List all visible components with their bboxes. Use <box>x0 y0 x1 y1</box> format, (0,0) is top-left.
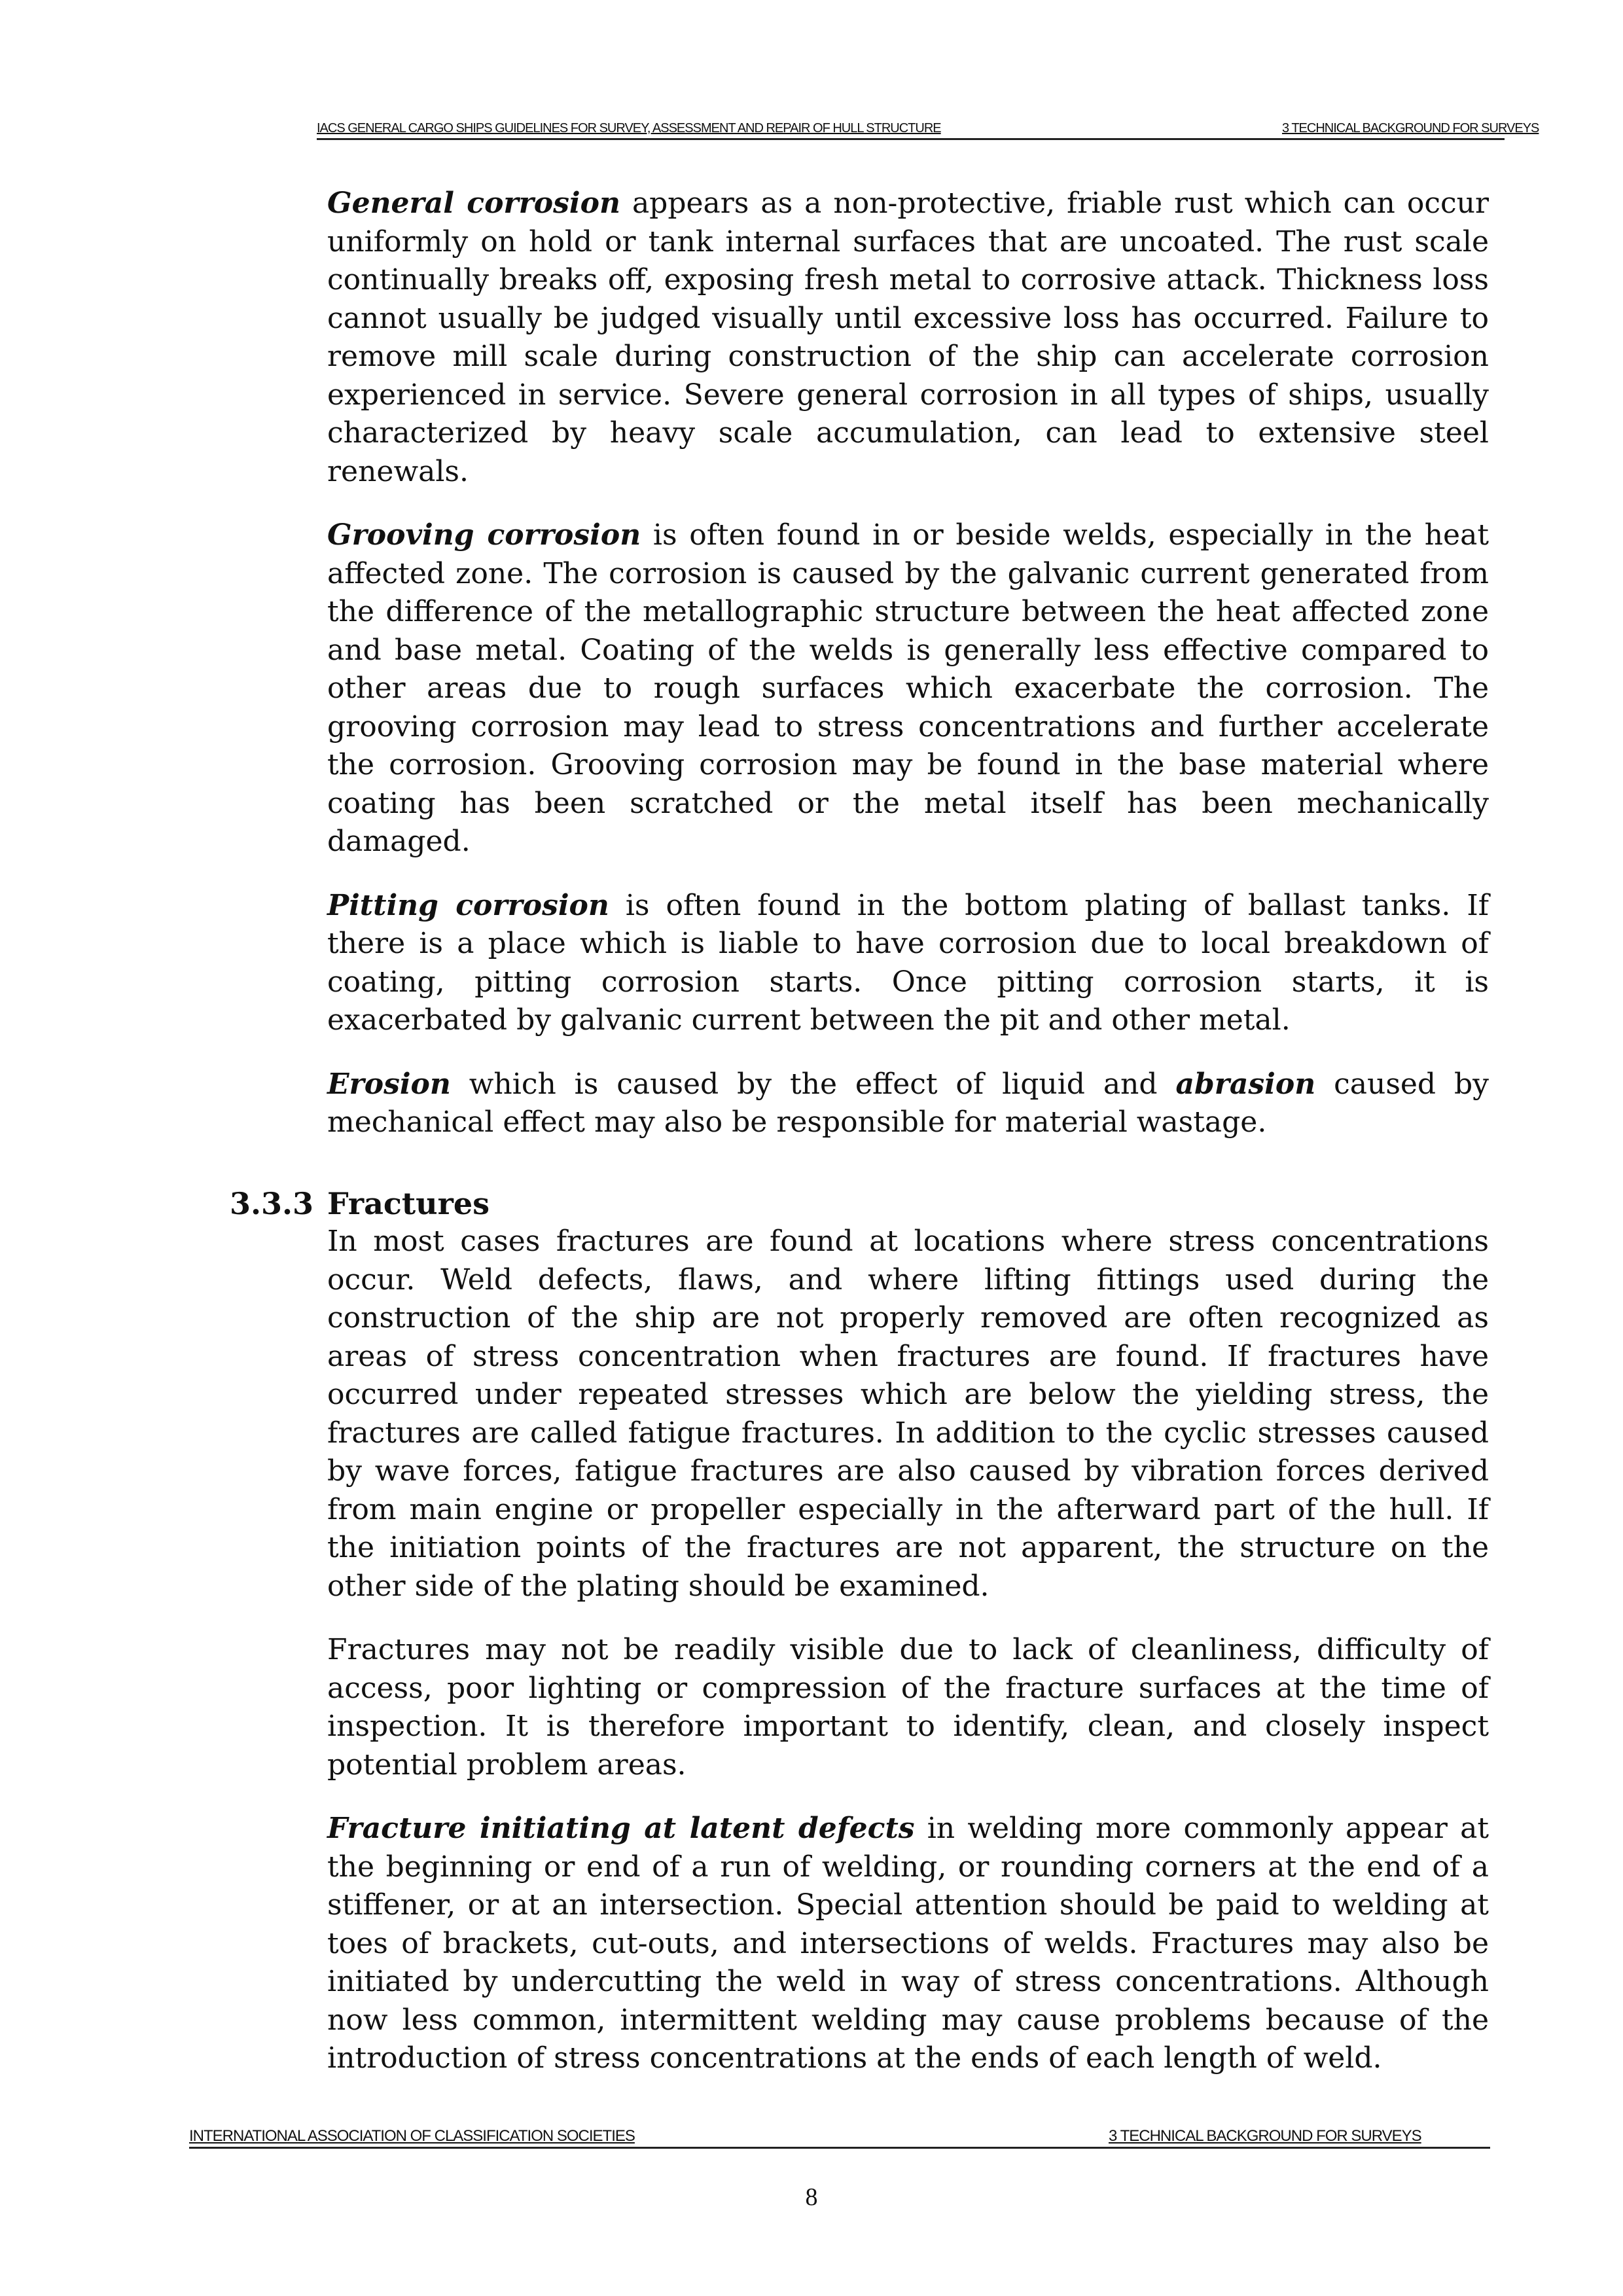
paragraph-latent-defects <box>327 1810 1489 2078</box>
paragraph-fracture-visibility: Fractures may not be readily visible due to lack of cleanliness, difficulty of access, poor lighting or compression of the fracture surfaces at the time of inspection. It is therefore important to identify, clean, and closely inspect potential problem areas. <box>327 1633 1489 1782</box>
running-header <box>317 118 1539 140</box>
header-chapter-title: 3 TECHNICAL BACKGROUND FOR SURVEYS <box>1282 121 1539 135</box>
paragraph-erosion <box>327 1066 1489 1142</box>
term-pitting-corrosion: Pitting corrosion <box>327 888 609 922</box>
paragraph-grooving-corrosion <box>327 516 1489 861</box>
footer-chapter-title: 3 TECHNICAL BACKGROUND FOR SURVEYS <box>1109 2127 1421 2145</box>
paragraph-text: which is caused by the effect of liquid and <box>450 1067 1176 1101</box>
paragraph-text: is often found in or beside welds, especially in the heat affected zone. The corrosion is caused by the galvanic current generated from the difference of the metallographic structure between the heat affected zone and base metal. Coating of the welds is generally less effective compared to other areas due to rough surfaces which exacerbate the corrosion. The grooving corrosion may lead to stress concentrations and further accelerate the corrosion. Grooving corrosion may be found in the base material where coating has been scratched or the metal itself has been mechanically damaged. <box>327 518 1489 858</box>
paragraph-text: is often found in the bottom plating of ballast tanks. If there is a place which is liable to have corrosion due to local breakdown of coating, pitting corrosion starts. Once pitting corrosion starts, it is exacerbated by galvanic current between the pit and other metal. <box>327 888 1489 1037</box>
section-number: 3.3.3 <box>230 1185 314 1221</box>
paragraph-text: in welding more commonly appear at the beginning or end of a run of welding, or rounding corners at the end of a stiffener, or at an intersection. Special attention should be paid to welding at toes of brackets, cut-outs, and intersections of welds. Fractures may also be initiated by undercutting the weld in way of stress concentrations. Although now less common, intermittent welding may cause problems because of the introduction of stress concentrations at the ends of each length of weld. <box>327 1812 1489 2075</box>
term-erosion: Erosion <box>327 1067 451 1101</box>
page-number: 8 <box>805 2183 818 2211</box>
paragraph-pitting-corrosion <box>327 887 1489 1040</box>
footer-organization: INTERNATIONAL ASSOCIATION OF CLASSIFICATION SOCIETIES <box>189 2127 635 2145</box>
term-abrasion: abrasion <box>1175 1067 1316 1101</box>
section-fractures <box>230 1185 1489 2078</box>
section-title: Fractures <box>327 1185 490 1221</box>
term-general-corrosion: General corrosion <box>327 187 620 220</box>
paragraph-text: caused by mechanical effect may also be responsible for material wastage. <box>327 1067 1489 1139</box>
paragraph-text: appears as a non-protective, friable rust which can occur uniformly on hold or tank internal surfaces that are uncoated. The rust scale continually breaks off, exposing fresh metal to corrosive attack. Thickness loss cannot usually be judged visually until excessive loss has occurred. Failure to remove mill scale during construction of the ship can accelerate corrosion experienced in service. Severe general corrosion in all types of ships, usually characterized by heavy scale accumulation, can lead to extensive steel renewals. <box>327 187 1489 488</box>
paragraph-fractures-intro: In most cases fractures are found at locations where stress concentrations occur. Weld defects, flaws, and where lifting fittings used during the construction of the ship are not properly removed are often recognized as areas of stress concentration when fractures are found. If fractures have occurred under repeated stresses which are below the yielding stress, the fractures are called fatigue fractures. In addition to the cyclic stresses caused by wave forces, fatigue fractures are also caused by vibration forces derived from main engine or propeller especially in the afterward part of the hull. If the initiation points of the fractures are not apparent, the structure on the other side of the plating should be examined. <box>327 1225 1489 1603</box>
term-grooving-corrosion: Grooving corrosion <box>327 518 641 552</box>
main-text <box>230 185 1489 2078</box>
paragraph-general-corrosion <box>327 185 1489 491</box>
term-fracture-latent-defects: Fracture initiating at latent defects <box>327 1812 915 1845</box>
header-document-title: IACS GENERAL CARGO SHIPS GUIDELINES FOR SURVEY, ASSESSMENT AND REPAIR OF HULL STRUCTURE <box>317 121 941 135</box>
running-footer <box>189 2127 1490 2170</box>
